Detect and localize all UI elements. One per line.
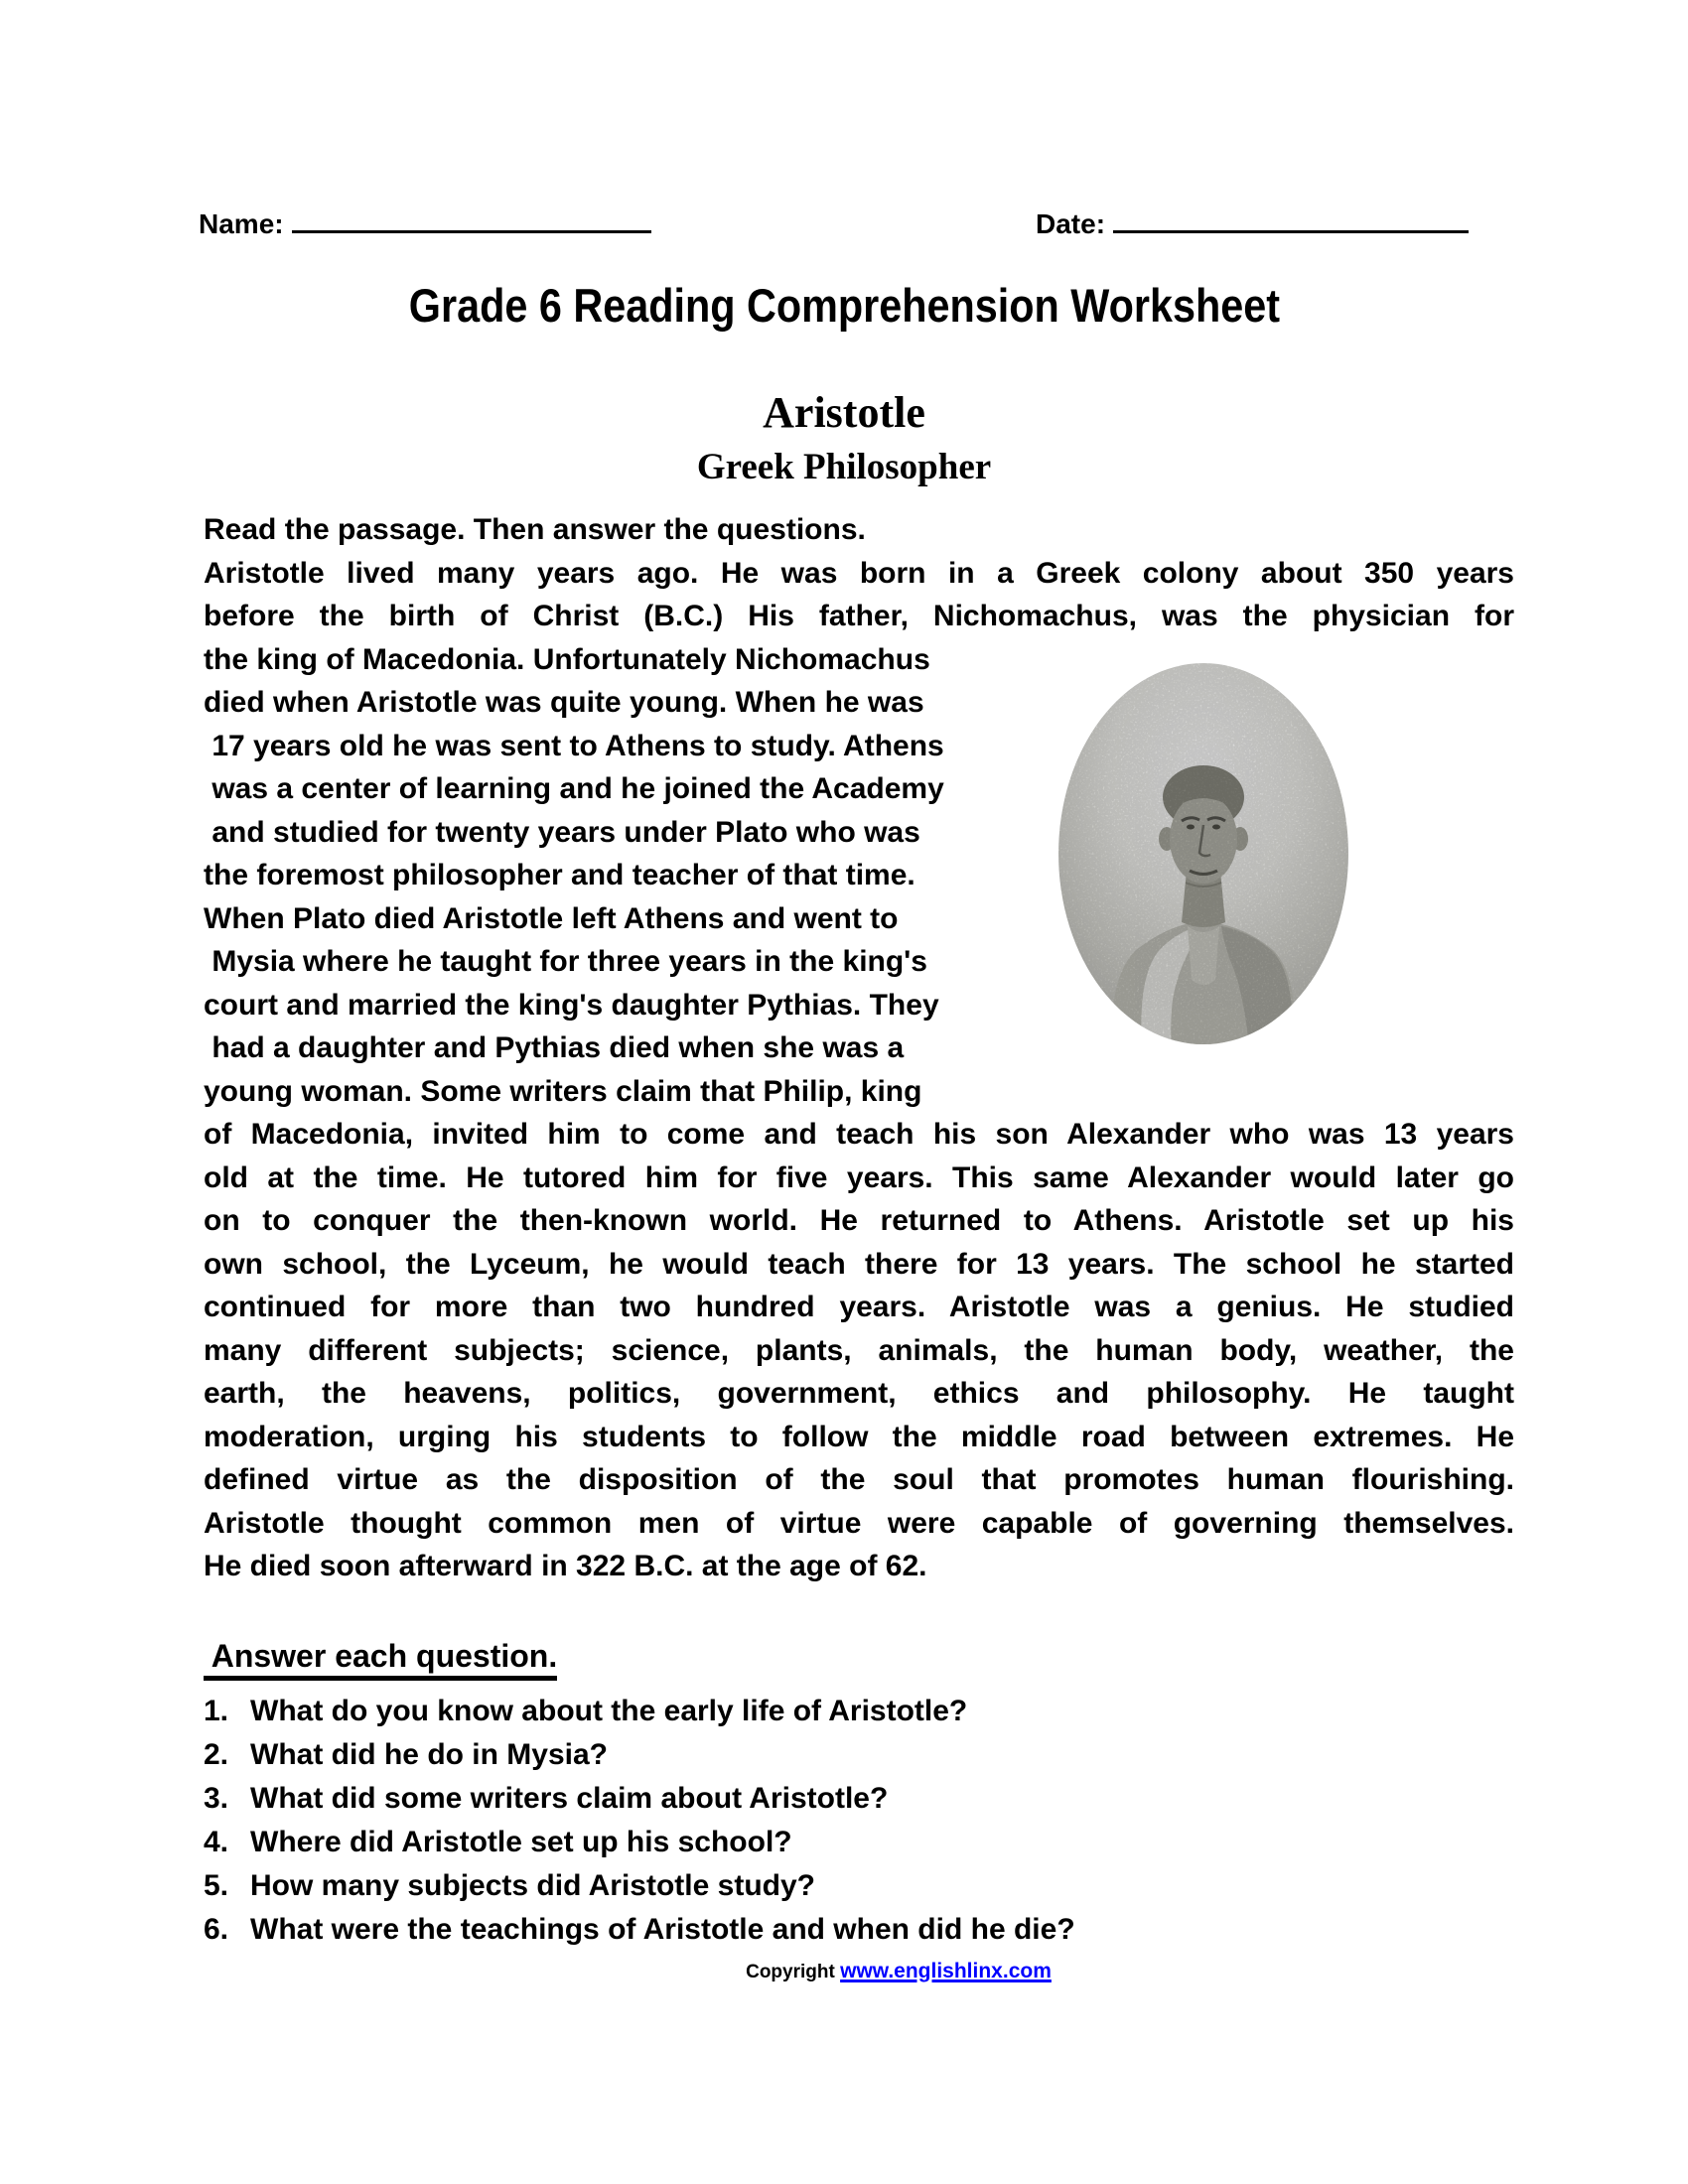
question-item (204, 1908, 1514, 1952)
passage-line: had a daughter and Pythias died when she was a (204, 1031, 905, 1064)
passage-line: Aristotle thought common men of virtue were capable of governing themselves. (204, 1506, 1514, 1540)
portrait-grain-texture (1055, 660, 1352, 1047)
questions-list (204, 1690, 1514, 1952)
passage-line: young woman. Some writers claim that Philip, king (204, 1074, 922, 1108)
question-text: What did some writers claim about Aristotle? (250, 1782, 889, 1815)
question-text: What do you know about the early life of Aristotle? (250, 1695, 968, 1727)
copyright-link[interactable]: www.englishlinx.com (840, 1960, 1052, 1982)
worksheet-title-text: Grade 6 Reading Comprehension Worksheet (408, 279, 1280, 332)
passage-line: of Macedonia, invited him to come and teach his son Alexander who was 13 years (204, 1118, 1514, 1151)
question-number: 1. (204, 1695, 229, 1727)
question-item (204, 1864, 1514, 1908)
question-item (204, 1777, 1514, 1821)
question-number: 5. (204, 1869, 229, 1902)
question-number: 2. (204, 1738, 229, 1771)
aristotle-portrait-svg (1055, 660, 1352, 1047)
passage-subtitle: Greek Philosopher (696, 447, 992, 487)
passage-line: 17 years old he was sent to Athens to study. Athens (204, 729, 944, 762)
passage-line: died when Aristotle was quite young. When he was (204, 686, 924, 719)
passage-title: Aristotle (763, 388, 925, 437)
question-text: What did he do in Mysia? (250, 1738, 608, 1771)
passage-line: before the birth of Christ (B.C.) His father, Nichomachus, was the physician for (204, 600, 1514, 632)
passage-line: court and married the king's daughter Pythias. They (204, 988, 939, 1022)
name-blank-line (292, 203, 651, 233)
passage-line: defined virtue as the disposition of the soul that promotes human flourishing. (204, 1463, 1514, 1496)
passage-line: When Plato died Aristotle left Athens and went to (204, 901, 899, 935)
passage-line: and studied for twenty years under Plato who was (204, 815, 920, 849)
question-number: 4. (204, 1826, 229, 1858)
passage-line: own school, the Lyceum, he would teach there for 13 years. The school he started (204, 1247, 1514, 1281)
passage-line: He died soon afterward in 322 B.C. at the age of 62. (204, 1550, 927, 1582)
passage-line: on to conquer the then-known world. He returned to Athens. Aristotle set up his (204, 1204, 1514, 1237)
date-label: Date: (1036, 208, 1106, 239)
passage-instruction: Read the passage. Then answer the questions. (204, 513, 866, 546)
passage-line: was a center of learning and he joined the Academy (204, 772, 944, 805)
passage-line: the king of Macedonia. Unfortunately Nichomachus (204, 642, 930, 676)
question-text: What were the teachings of Aristotle and when did he die? (250, 1913, 1075, 1946)
passage-line: moderation, urging his students to follow the middle road between extremes. He (204, 1420, 1514, 1453)
date-field-group (1036, 203, 1469, 240)
question-text: How many subjects did Aristotle study? (250, 1869, 815, 1902)
aristotle-portrait-image (1055, 660, 1352, 1047)
name-label: Name: (199, 208, 284, 239)
question-text: Where did Aristotle set up his school? (250, 1826, 792, 1858)
date-blank-line (1113, 203, 1469, 233)
name-field-group (199, 203, 651, 240)
question-item (204, 1733, 1514, 1777)
question-item (204, 1821, 1514, 1864)
passage-line: earth, the heavens, politics, government, ethics and philosophy. He taught (204, 1377, 1514, 1410)
copyright-line (109, 1960, 1688, 1983)
passage-line: old at the time. He tutored him for five years. This same Alexander would later go (204, 1160, 1514, 1194)
question-number: 3. (204, 1782, 229, 1815)
passage-line: continued for more than two hundred years. Aristotle was a genius. He studied (204, 1291, 1514, 1323)
passage-line: many different subjects; science, plants, animals, the human body, weather, the (204, 1333, 1514, 1367)
questions-section (204, 1640, 1514, 1952)
passage-line: Mysia where he taught for three years in the king's (204, 945, 927, 978)
passage-line: Aristotle lived many years ago. He was born in a Greek colony about 350 years (204, 556, 1514, 590)
worksheet-title (0, 280, 1688, 332)
copyright-label: Copyright (746, 1962, 835, 1982)
passage-line: the foremost philosopher and teacher of that time. (204, 859, 915, 891)
question-number: 6. (204, 1913, 229, 1946)
answer-heading: Answer each question. (204, 1640, 557, 1681)
question-item (204, 1690, 1514, 1733)
passage-section (204, 508, 1514, 1588)
